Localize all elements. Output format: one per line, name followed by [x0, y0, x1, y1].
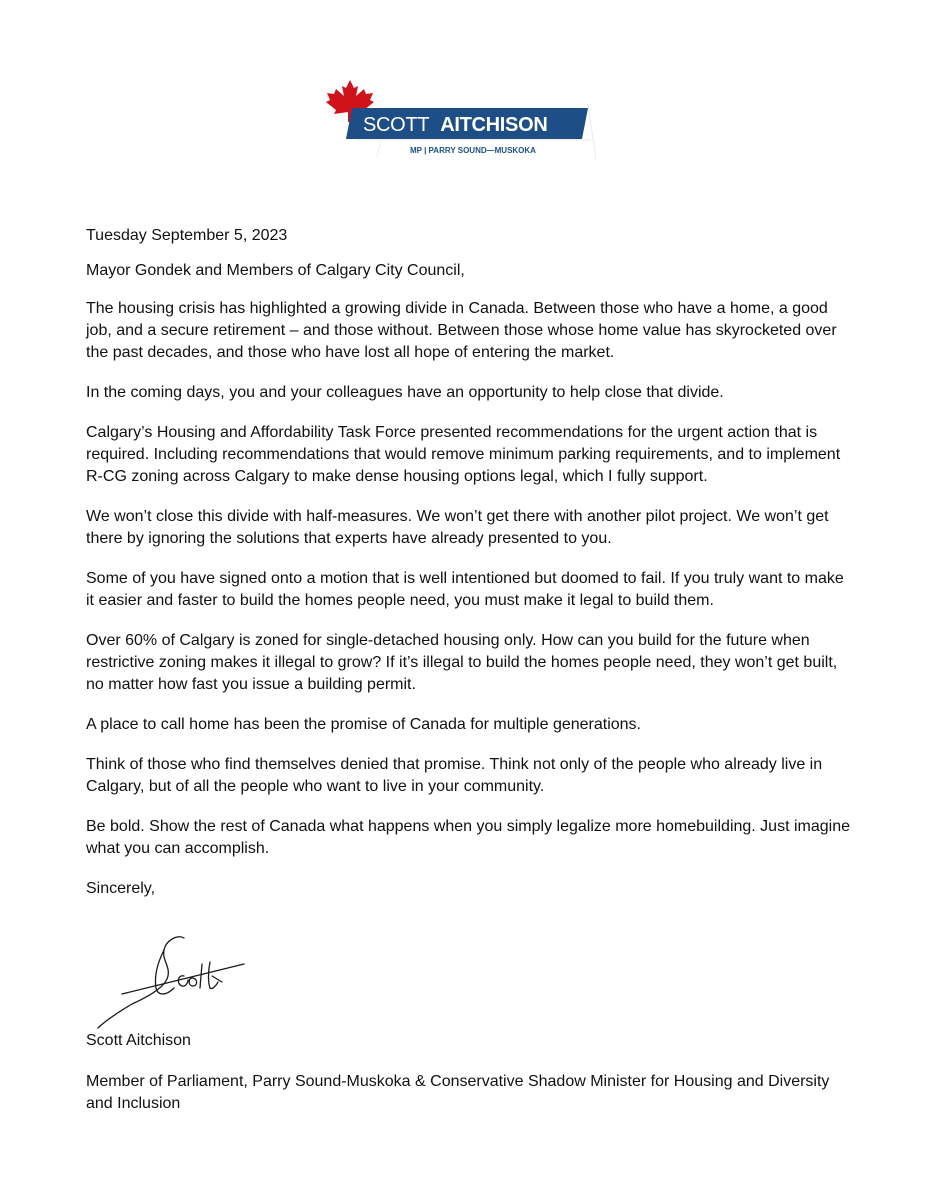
letter-salutation: Mayor Gondek and Members of Calgary City Council, [86, 262, 465, 279]
letter-paragraph: Some of you have signed onto a motion that is well intentioned but doomed to fail. If you truly want to make it easier and faster to build the homes people need, you must make it legal to build them. [86, 570, 844, 609]
letter-paragraph: A place to call home has been the promise of Canada for multiple generations. [86, 716, 641, 733]
letter-paragraph: Over 60% of Calgary is zoned for single-detached housing only. How can you build for the future when restrictive zoning makes it illegal to grow? If it’s illegal to build the homes people need, they won’t get built, no matter how fast you issue a building permit. [86, 632, 838, 693]
logo-tagline-riding: | PARRY SOUND—MUSKOKA [421, 146, 536, 155]
letter-paragraph: We won’t close this divide with half-measures. We won’t get there with another pilot project. We won’t get there by ignoring the solutions that experts have already presented to you. [86, 508, 829, 547]
letterhead-logo [326, 80, 596, 160]
letter-paragraph: The housing crisis has highlighted a growing divide in Canada. Between those who have a home, a good job, and a secure retirement – and those without. Between those whose home value has skyrocketed over the past decades, and those who have lost all hope of entering the market. [86, 300, 837, 361]
logo-first-name: SCOTT [363, 114, 429, 136]
svg-text:SCOTT AITCHISON [363, 114, 548, 136]
letter-closing: Sincerely, [86, 880, 156, 897]
signer-title: Member of Parliament, Parry Sound-Muskoka & Conservative Shadow Minister for Housing and Diversity and Inclusion [86, 1073, 830, 1112]
letter-paragraph: In the coming days, you and your colleagues have an opportunity to help close that divide. [86, 384, 724, 401]
letter-paragraph: Calgary’s Housing and Affordability Task Force presented recommendations for the urgent action that is required. Including recommendations that would remove minimum parking requirements, and to implement R-CG zoning across Calgary to make dense housing options legal, which I fully support. [86, 424, 841, 485]
logo-tagline-mp: MP [410, 146, 422, 155]
logo-graphic [326, 80, 596, 160]
letter-body [86, 225, 851, 918]
letter-paragraph: Be bold. Show the rest of Canada what happens when you simply legalize more homebuilding. Just imagine what you can accomplish. [86, 818, 850, 857]
signer-name: Scott Aitchison [86, 1032, 191, 1049]
handwritten-signature [92, 932, 262, 1032]
svg-text:MP | PARRY SOUND—MUSKOKA [410, 146, 536, 155]
letter-date: Tuesday September 5, 2023 [86, 227, 288, 244]
logo-last-name: AITCHISON [440, 114, 548, 136]
letter-paragraph: Think of those who find themselves denied that promise. Think not only of the people who already live in Calgary, but of all the people who want to live in your community. [86, 756, 823, 795]
